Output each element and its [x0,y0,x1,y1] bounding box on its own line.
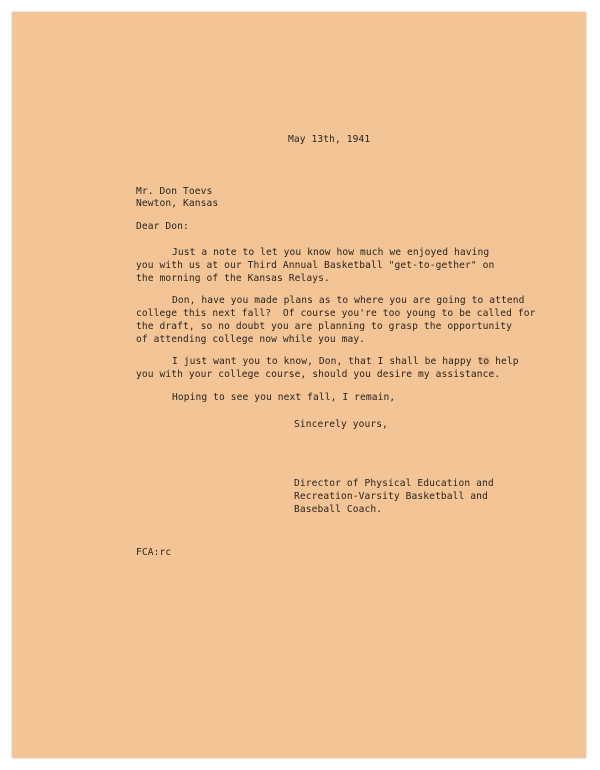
signature-block-line-3: Baseball Coach. [294,504,383,515]
ink-smudge [480,357,490,365]
signature-block-line-2: Recreation-Varsity Basketball and [294,491,488,502]
paragraph-3-line-2: you with your college course, should you desire my assistance. [136,369,501,380]
reference-initials: FCA:rc [136,547,172,558]
paragraph-2-line-4: of attending college now while you may. [136,334,366,345]
paragraph-1-line-3: the morning of the Kansas Relays. [136,273,330,284]
salutation: Dear Don: [136,221,189,232]
letter-page [12,12,586,758]
paragraph-2-line-1: Don, have you made plans as to where you are going to attend [172,295,525,306]
recipient-name: Mr. Don Toevs [136,186,213,197]
paragraph-2-line-2: college this next fall? Of course you're too young to be called for [136,308,536,319]
paragraph-1-line-1: Just a note to let you know how much we enjoyed having [172,247,490,258]
recipient-address: Newton, Kansas [136,198,219,209]
paragraph-1-line-2: you with us at our Third Annual Basketball "get-to-gether" on [136,260,495,271]
paragraph-3-line-1: I just want you to know, Don, that I shall be happy to help [172,356,519,367]
paragraph-4: Hoping to see you next fall, I remain, [172,392,396,403]
closing: Sincerely yours, [294,419,389,430]
paragraph-2-line-3: the draft, so no doubt you are planning to grasp the opportunity [136,321,513,332]
letter-date: May 13th, 1941 [288,134,371,145]
signature-block-line-1: Director of Physical Education and [294,478,494,489]
